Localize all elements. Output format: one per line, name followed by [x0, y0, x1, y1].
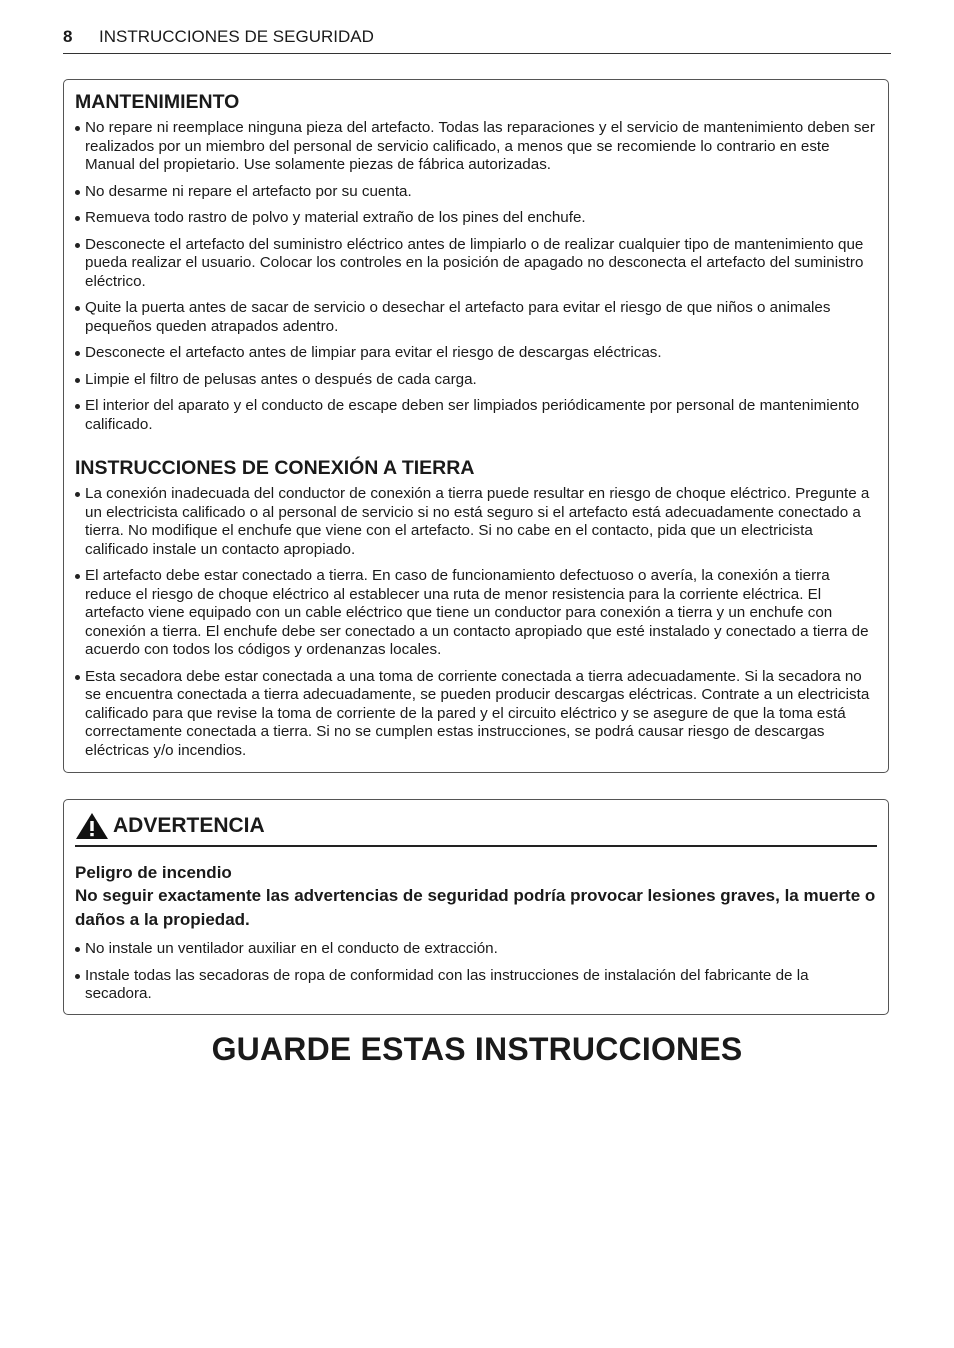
footer-title: GUARDE ESTAS INSTRUCCIONES: [211, 1031, 743, 1067]
section-title: INSTRUCCIONES DE SEGURIDAD: [99, 27, 374, 46]
list-item: No repare ni reemplace ninguna pieza del artefacto. Todas las reparaciones y el servicio de mantenimiento deben ser realizados por un miembro del personal de servicio calificado, a menos que se recomiende lo contrario en este Manual del propietario. Use solamente piezas de fábrica autorizadas.: [75, 119, 877, 175]
warning-title: ADVERTENCIA: [113, 814, 265, 837]
list-item: No instale un ventilador auxiliar en el conducto de extracción.: [75, 940, 877, 959]
list-item: Quite la puerta antes de sacar de servicio o desechar el artefacto para evitar el riesgo de que niños o animales pequeños queden atrapados adentro.: [75, 299, 877, 336]
warning-header: [75, 812, 877, 847]
maintenance-heading: MANTENIMIENTO: [75, 91, 240, 113]
grounding-list: [75, 485, 877, 760]
danger-title: Peligro de incendio: [75, 863, 232, 882]
list-item: La conexión inadecuada del conductor de conexión a tierra puede resultar en riesgo de choque eléctrico. Pregunte a un electricista calificado o al personal de servicio si no está seguro si el artefacto está adecuadamente conectado a tierra. No modifique el enchufe que viene con el artefacto. Si no cabe en el contacto, pida que un electricista calificado instale un contacto apropiado.: [75, 485, 877, 559]
page-number: 8: [63, 27, 73, 46]
list-item: No desarme ni repare el artefacto por su cuenta.: [75, 183, 877, 202]
list-item: Limpie el filtro de pelusas antes o después de cada carga.: [75, 371, 877, 390]
list-item: Esta secadora debe estar conectada a una toma de corriente conectada a tierra adecuadamente. Si la secadora no se encuentra conectada a tierra adecuadamente, se pueden producir descargas eléctricas. Contrate a un electricista calificado para que revise la toma de corriente de la pared y el circuito eléctrico y se asegure de que la toma está correctamente conectada a tierra. Si no se cumplen estas instrucciones, se podrá causar riesgo de descargas eléctricas y/o incendios.: [75, 668, 877, 761]
list-item: El artefacto debe estar conectado a tierra. En caso de funcionamiento defectuoso o avería, la conexión a tierra reduce el riesgo de choque eléctrico al establecer una ruta de menor resistencia para la corriente eléctrica. El artefacto viene equipado con un cable eléctrico que tiene un conductor para conexión a tierra y un enchufe con conexión a tierra. El enchufe debe ser conectado a un contacto apropiado que esté instalado y conectado a tierra de acuerdo con todos los códigos y ordenanzas locales.: [75, 567, 877, 660]
maintenance-list: [75, 119, 877, 434]
warning-list: [75, 940, 877, 1004]
list-item: Desconecte el artefacto antes de limpiar para evitar el riesgo de descargas eléctricas.: [75, 344, 877, 363]
warning-triangle-icon: [75, 812, 109, 840]
grounding-heading: INSTRUCCIONES DE CONEXIÓN A TIERRA: [75, 457, 475, 479]
list-item: El interior del aparato y el conducto de escape deben ser limpiados periódicamente por personal de mantenimiento calificado.: [75, 397, 877, 434]
safety-info-box: [63, 79, 889, 773]
list-item: Remueva todo rastro de polvo y material extraño de los pines del enchufe.: [75, 209, 877, 228]
list-item: Instale todas las secadoras de ropa de conformidad con las instrucciones de instalación del fabricante de la secadora.: [75, 967, 877, 1004]
warning-box: [63, 799, 889, 1015]
list-item: Desconecte el artefacto del suministro eléctrico antes de limpiarlo o de realizar cualquier tipo de mantenimiento que pueda realizar el usuario. Colocar los controles en la posición de apagado no desconecta el artefacto del suministro eléctrico.: [75, 236, 877, 292]
page-header: [63, 26, 891, 54]
danger-text: No seguir exactamente las advertencias de seguridad podría provocar lesiones graves, la muerte o daños a la propiedad.: [75, 886, 876, 929]
